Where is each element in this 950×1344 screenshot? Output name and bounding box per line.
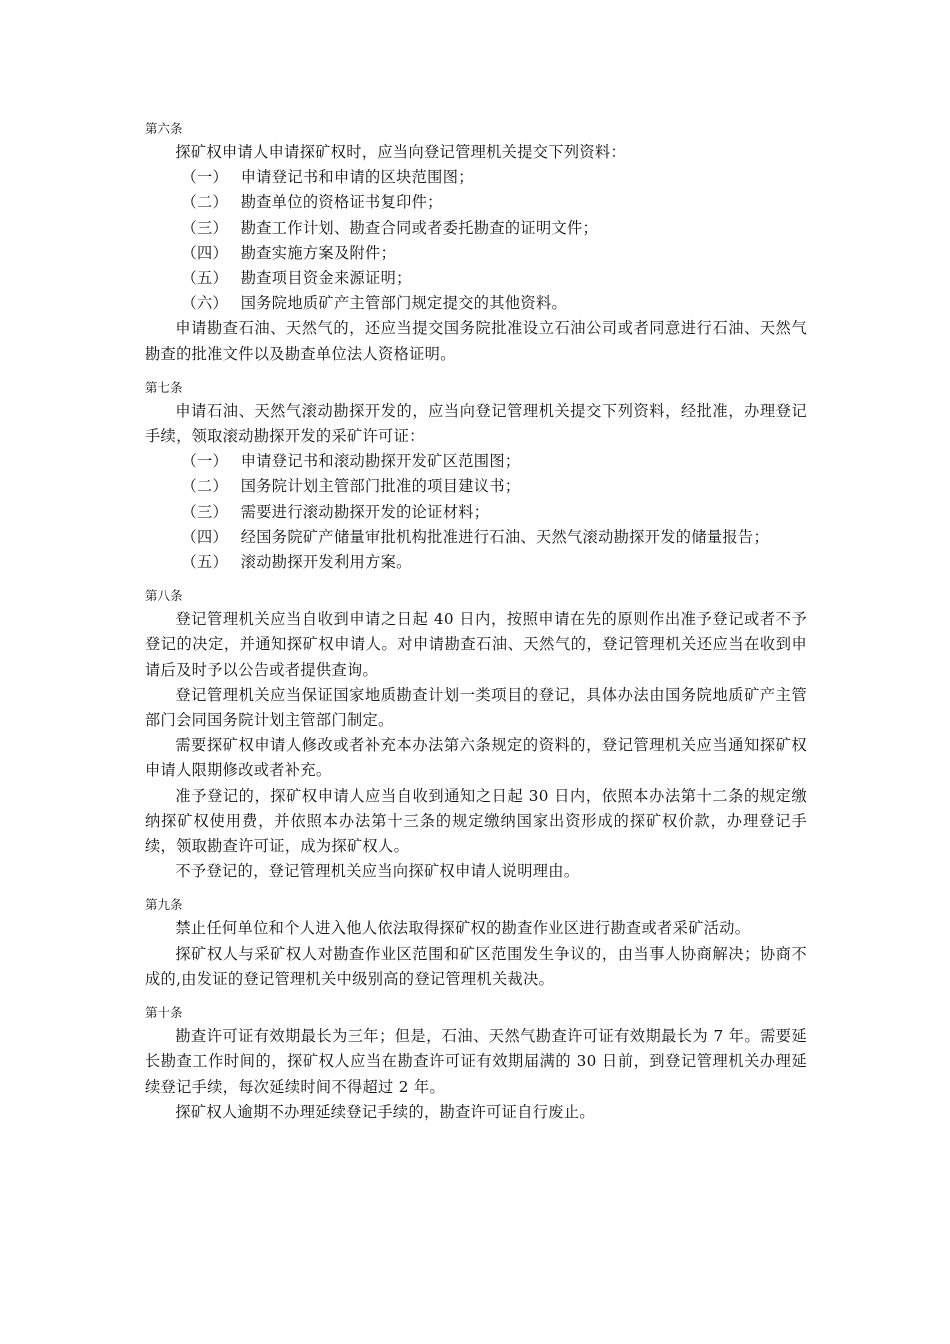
list-item-number: （三） xyxy=(181,218,229,237)
article-title: 第六条 xyxy=(145,121,183,136)
list-item xyxy=(145,291,807,316)
list-item xyxy=(145,474,807,499)
article-title: 第九条 xyxy=(145,897,183,913)
list-item-text: 勘查项目资金来源证明； xyxy=(240,269,412,288)
list-item-number: （三） xyxy=(181,502,229,521)
list-item-text: 国务院计划主管部门批准的项目建议书； xyxy=(240,477,521,496)
article-section xyxy=(145,894,807,992)
list-item xyxy=(145,165,807,190)
list-item xyxy=(145,266,807,291)
list-item-number: （二） xyxy=(181,193,229,212)
list-item xyxy=(145,550,807,575)
list-item-text: 勘查工作计划、勘查合同或者委托勘查的证明文件； xyxy=(240,218,599,237)
article-title: 第十条 xyxy=(145,1005,183,1021)
list-item-number: （五） xyxy=(181,269,229,288)
list-item-text: 需要进行滚动勘探开发的论证材料； xyxy=(240,502,490,521)
article-section xyxy=(145,377,807,575)
list-item-text: 申请登记书和滚动勘探开发矿区范围图； xyxy=(240,452,521,471)
list-item-text: 滚动勘探开发利用方案。 xyxy=(240,553,412,572)
list-item xyxy=(145,241,807,266)
list-item-number: （一） xyxy=(181,168,229,187)
article-section xyxy=(145,585,807,884)
list-item-text: 勘查实施方案及附件； xyxy=(240,243,397,262)
list-item xyxy=(145,190,807,215)
regulation-text xyxy=(145,118,807,1135)
paragraph: 登记管理机关应当自收到申请之日起 40 日内，按照申请在先的原则作出准予登记或者不予登记的决定，并通知探矿权申请人。对申请勘查石油、天然气的，登记管理机关还应当在收到申请后及时予以公告或者提供查询。 xyxy=(145,610,807,679)
list-item xyxy=(145,525,807,550)
list-item-text: 勘查单位的资格证书复印件； xyxy=(240,193,443,212)
paragraph: 探矿权申请人申请探矿权时，应当向登记管理机关提交下列资料： xyxy=(175,143,626,161)
article-section xyxy=(145,1002,807,1125)
list-item-text: 国务院地质矿产主管部门规定提交的其他资料。 xyxy=(240,294,568,313)
paragraph: 不予登记的，登记管理机关应当向探矿权申请人说明理由。 xyxy=(175,862,580,881)
list-item-text: 申请登记书和申请的区块范围图； xyxy=(240,168,474,187)
list-item-text: 经国务院矿产储量审批机构批准进行石油、天然气滚动勘探开发的储量报告； xyxy=(240,527,770,546)
list-item-number: （一） xyxy=(181,452,229,471)
list-item-number: （五） xyxy=(181,553,229,572)
paragraph: 勘查许可证有效期最长为三年；但是，石油、天然气勘查许可证有效期最长为 7 年。需要延长勘查工作时间的，探矿权人应当在勘查许可证有效期届满的 30 日前，到登记管理机关办理延续登记手续，每次延续时间不得超过 2 年。 xyxy=(145,1027,807,1096)
paragraph: 申请石油、天然气滚动勘探开发的，应当向登记管理机关提交下列资料，经批准，办理登记手续，领取滚动勘探开发的采矿许可证： xyxy=(145,401,807,446)
list-item-number: （六） xyxy=(181,294,229,313)
paragraph: 登记管理机关应当保证国家地质勘查计划一类项目的登记，具体办法由国务院地质矿产主管部门会同国务院计划主管部门制定。 xyxy=(145,685,807,730)
paragraph: 探矿权人逾期不办理延续登记手续的，勘查许可证自行废止。 xyxy=(175,1102,595,1121)
list-item xyxy=(145,449,807,474)
paragraph: 需要探矿权申请人修改或者补充本办法第六条规定的资料的，登记管理机关应当通知探矿权申请人限期修改或者补充。 xyxy=(145,736,807,780)
paragraph: 准予登记的，探矿权申请人应当自收到通知之日起 30 日内，依照本办法第十二条的规定缴纳探矿权使用费，并依照本办法第十三条的规定缴纳国家出资形成的探矿权价款，办理登记手续，领取勘查许可证，成为探矿权人。 xyxy=(145,786,807,856)
paragraph: 探矿权人与采矿权人对勘查作业区范围和矿区范围发生争议的，由当事人协商解决；协商不成的,由发证的登记管理机关中级别高的登记管理机关裁决。 xyxy=(145,944,807,988)
article-section xyxy=(145,118,807,367)
list-item-number: （二） xyxy=(181,477,229,496)
list-item xyxy=(145,216,807,241)
list-item-number: （四） xyxy=(181,243,229,262)
article-title: 第七条 xyxy=(145,379,183,395)
paragraph: 禁止任何单位和个人进入他人依法取得探矿权的勘查作业区进行勘查或者采矿活动。 xyxy=(175,919,751,938)
list-item xyxy=(145,500,807,525)
article-title: 第八条 xyxy=(145,588,183,604)
paragraph: 申请勘查石油、天然气的，还应当提交国务院批准设立石油公司或者同意进行石油、天然气勘查的批准文件以及勘查单位法人资格证明。 xyxy=(145,319,807,363)
list-item-number: （四） xyxy=(181,527,229,546)
